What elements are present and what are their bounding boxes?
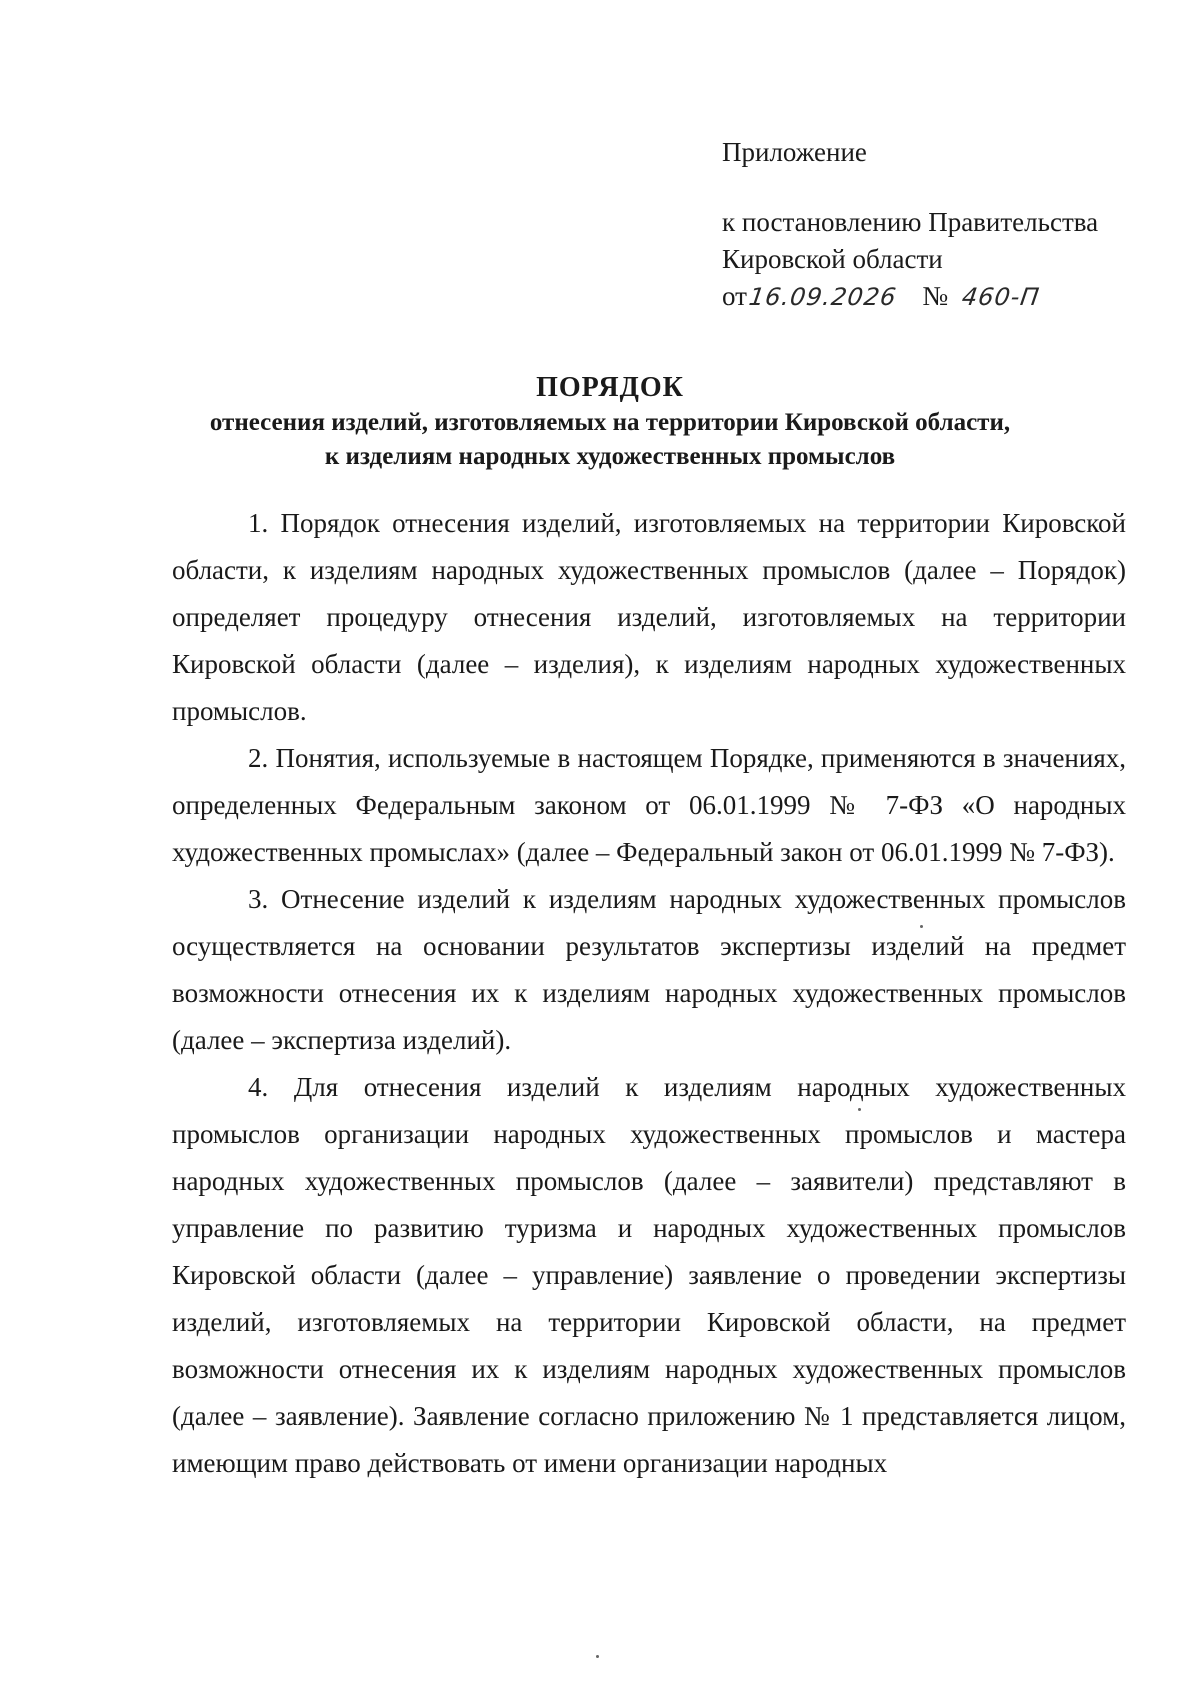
document-title <box>150 370 1070 474</box>
appendix-label: Приложение <box>722 137 867 167</box>
scan-speck <box>858 1108 861 1111</box>
title-main: ПОРЯДОК <box>536 372 684 403</box>
appendix-line-2: Кировской области <box>722 244 943 274</box>
handwritten-number: 460-П <box>960 283 1042 311</box>
paragraph-2: 2. Понятия, используемые в настоящем Порядке, применяются в значениях, определенных Федеральным законом от 06.01.1999 № 7-ФЗ «О народных художественных промыслах» (далее – Федеральный закон от 06.01.1999 № 7-ФЗ). <box>172 743 1126 867</box>
paragraph-1: 1. Порядок отнесения изделий, изготовляемых на территории Кировской области, к изделиям народных художественных промыслов (далее – Порядок) определяет процедуру отнесения изделий, изготовляемых на территории Кировской области (далее – изделия), к изделиям народных художественных промыслов. <box>172 508 1126 726</box>
appendix-line-1: к постановлению Правительства <box>722 207 1099 237</box>
date-prefix: от <box>722 281 747 311</box>
title-sub-line-1: отнесения изделий, изготовляемых на территории Кировской области, <box>209 409 1011 436</box>
title-sub-line-2: к изделиям народных художественных промыслов <box>324 443 896 470</box>
appendix-header <box>722 134 1162 316</box>
handwritten-date: 16.09.2026 <box>747 283 899 311</box>
document-body <box>172 500 1126 1487</box>
scan-speck <box>596 1655 599 1658</box>
scan-speck <box>920 925 923 928</box>
appendix-date-line <box>722 278 1162 316</box>
number-prefix: № <box>922 281 949 311</box>
paragraph-4: 4. Для отнесения изделий к изделиям народных художественных промыслов организации народных художественных промыслов и мастера народных художественных промыслов (далее – заявители) представляют в управление по развитию туризма и народных художественных промыслов Кировской области (далее – управление) заявление о проведении экспертизы изделий, изготовляемых на территории Кировской области, на предмет возможности отнесения их к изделиям народных художественных промыслов (далее – заявление). Заявление согласно приложению № 1 представляется лицом, имеющим право действовать от имени организации народных <box>172 1072 1126 1478</box>
paragraph-3: 3. Отнесение изделий к изделиям народных художественных промыслов осуществляется на основании результатов экспертизы изделий на предмет возможности отнесения их к изделиям народных художественных промыслов (далее – экспертиза изделий). <box>172 884 1126 1055</box>
